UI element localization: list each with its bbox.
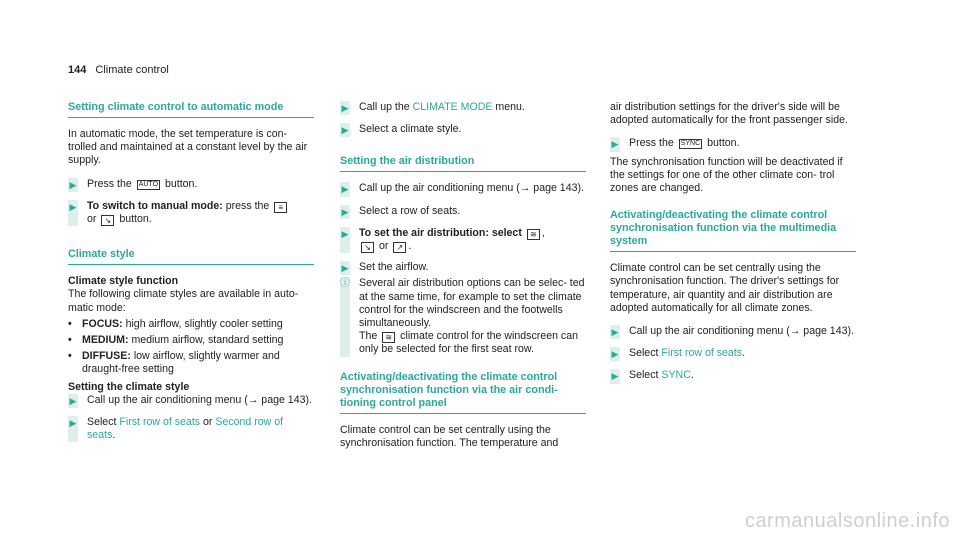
- subheading: Climate style function: [68, 275, 179, 288]
- step-arrow-icon: ▶: [610, 369, 620, 383]
- step-arrow-icon: ▶: [610, 347, 620, 361]
- step: [610, 325, 856, 339]
- step-text: Set the airflow.: [359, 261, 429, 274]
- page-header: [68, 64, 169, 77]
- step-arrow-icon: ▶: [610, 325, 620, 339]
- note: ⓘ Several air distribution options can be selec- ted at the same time, for example to set the climate control for the windscreen and the footwells simultaneously. The ≋ climate control for the windscreen can only be selected for the first seat row.: [340, 277, 585, 356]
- step-arrow-icon: ▶: [68, 394, 78, 408]
- list-item: • MEDIUM: medium airflow, standard setting: [68, 334, 284, 347]
- fan-level-icon: ≡: [274, 202, 287, 213]
- auto-button-icon: AUTO: [138, 180, 159, 188]
- list-item: • FOCUS: high airflow, slightly cooler setting: [68, 317, 283, 330]
- step-text: press the: [225, 199, 270, 212]
- step: [340, 182, 586, 196]
- section-heading-sync-control-panel: Activating/deactivating the climate control synchronisation function via the air condi- tioning control panel: [340, 371, 586, 414]
- column-3: [610, 101, 856, 392]
- windscreen-air-icon: ≋: [382, 332, 395, 343]
- step: [340, 205, 586, 219]
- section-heading-sync-multimedia: Activating/deactivating the climate control synchronisation function via the multimedia system: [610, 209, 856, 252]
- paragraph: Climate control can be set centrally using the synchronisation function. The temperature and: [340, 423, 559, 449]
- step-arrow-icon: ▶: [340, 182, 350, 196]
- step: ▶ Select First row of seats.: [610, 347, 856, 361]
- paragraph: air distribution settings for the driver's side will be adopted automatically for the front passenger side.: [610, 101, 848, 127]
- step-arrow-icon: ▶: [340, 101, 350, 115]
- step-bold-text: To set the air distribution: select: [359, 226, 522, 239]
- column-2: [340, 101, 586, 450]
- step-text: Call up the air conditioning menu (→ page 143).: [629, 325, 854, 338]
- windscreen-air-icon: ≋: [527, 229, 540, 240]
- link-sync[interactable]: SYNC: [661, 369, 691, 382]
- step-arrow-icon: ▶: [340, 261, 350, 275]
- step: [340, 261, 586, 275]
- column-1: [68, 101, 314, 450]
- step: [68, 200, 314, 226]
- step-text: button.: [119, 213, 152, 226]
- air-distribution-icon: ↘: [101, 215, 114, 226]
- step-arrow-icon: ▶: [340, 205, 350, 219]
- step: ▶ Press the SYNC button.: [610, 137, 856, 151]
- section-heading-automatic-mode: Setting climate control to automatic mode: [68, 101, 314, 118]
- step-text: or: [87, 213, 97, 226]
- step-text: Select a row of seats.: [359, 204, 461, 217]
- link-climate-mode[interactable]: CLIMATE MODE: [412, 101, 493, 113]
- step: [68, 178, 314, 192]
- page-section-title: Climate control: [95, 64, 169, 76]
- step: ▶ Call up the CLIMATE MODE menu.: [340, 101, 586, 115]
- step-text: Select a climate style.: [359, 123, 462, 136]
- step-arrow-icon: ▶: [68, 416, 78, 442]
- watermark: carmanualsonline.info: [744, 509, 950, 532]
- step: ▶ Select SYNC.: [610, 369, 856, 383]
- step-arrow-icon: ▶: [340, 123, 350, 137]
- sync-button-icon: SYNC: [680, 140, 701, 148]
- step-arrow-icon: ▶: [68, 178, 78, 192]
- link-second-row-of-seats[interactable]: Second row of seats: [87, 416, 284, 442]
- step-bold-text: To switch to manual mode:: [87, 199, 223, 212]
- step-text: button.: [164, 177, 198, 190]
- subheading: Setting the climate style: [68, 380, 190, 393]
- list-item: • DIFFUSE: low airflow, slightly warmer and draught-free setting: [68, 350, 280, 376]
- section-heading-air-distribution: Setting the air distribution: [340, 155, 586, 172]
- step-arrow-icon: ▶: [610, 137, 620, 151]
- paragraph: In automatic mode, the set temperature is con- trolled and maintained at a constant level by the air supply.: [68, 128, 308, 167]
- paragraph: Climate control can be set centrally using the synchronisation function. The driver's settings for temperature, air quantity and air distribution are adopted automatically for all climate zones.: [610, 262, 840, 314]
- step: [340, 123, 586, 137]
- body-footwell-air-icon: ↗: [393, 242, 406, 253]
- page-number: 144: [68, 64, 87, 76]
- paragraph: The synchronisation function will be deactivated if the settings for one of the other climate con- trol zones are changed.: [610, 155, 843, 195]
- section-heading-climate-style: Climate style: [68, 248, 314, 265]
- step-arrow-icon: ▶: [68, 200, 78, 226]
- step-text: Call up the air conditioning menu (→ page 143).: [359, 182, 584, 195]
- step-arrow-icon: ▶: [340, 227, 350, 253]
- step-text: Call up the air conditioning menu (→ page 143).: [87, 393, 312, 406]
- footwell-air-icon: ↘: [361, 242, 374, 253]
- step-text: Press the: [87, 177, 132, 190]
- step: ▶ To set the air distribution: select ≋ , ↘ or ↗ .: [341, 226, 545, 253]
- step: [68, 394, 314, 408]
- step: [68, 381, 314, 394]
- info-icon: ⓘ: [340, 277, 350, 356]
- paragraph: The following climate styles are available in auto- matic mode:: [68, 288, 299, 314]
- link-first-row-of-seats[interactable]: First row of seats: [661, 347, 743, 360]
- step: ▶ Select First row of seats or Second row of seats.: [69, 416, 284, 442]
- link-first-row-of-seats[interactable]: First row of seats: [119, 416, 201, 429]
